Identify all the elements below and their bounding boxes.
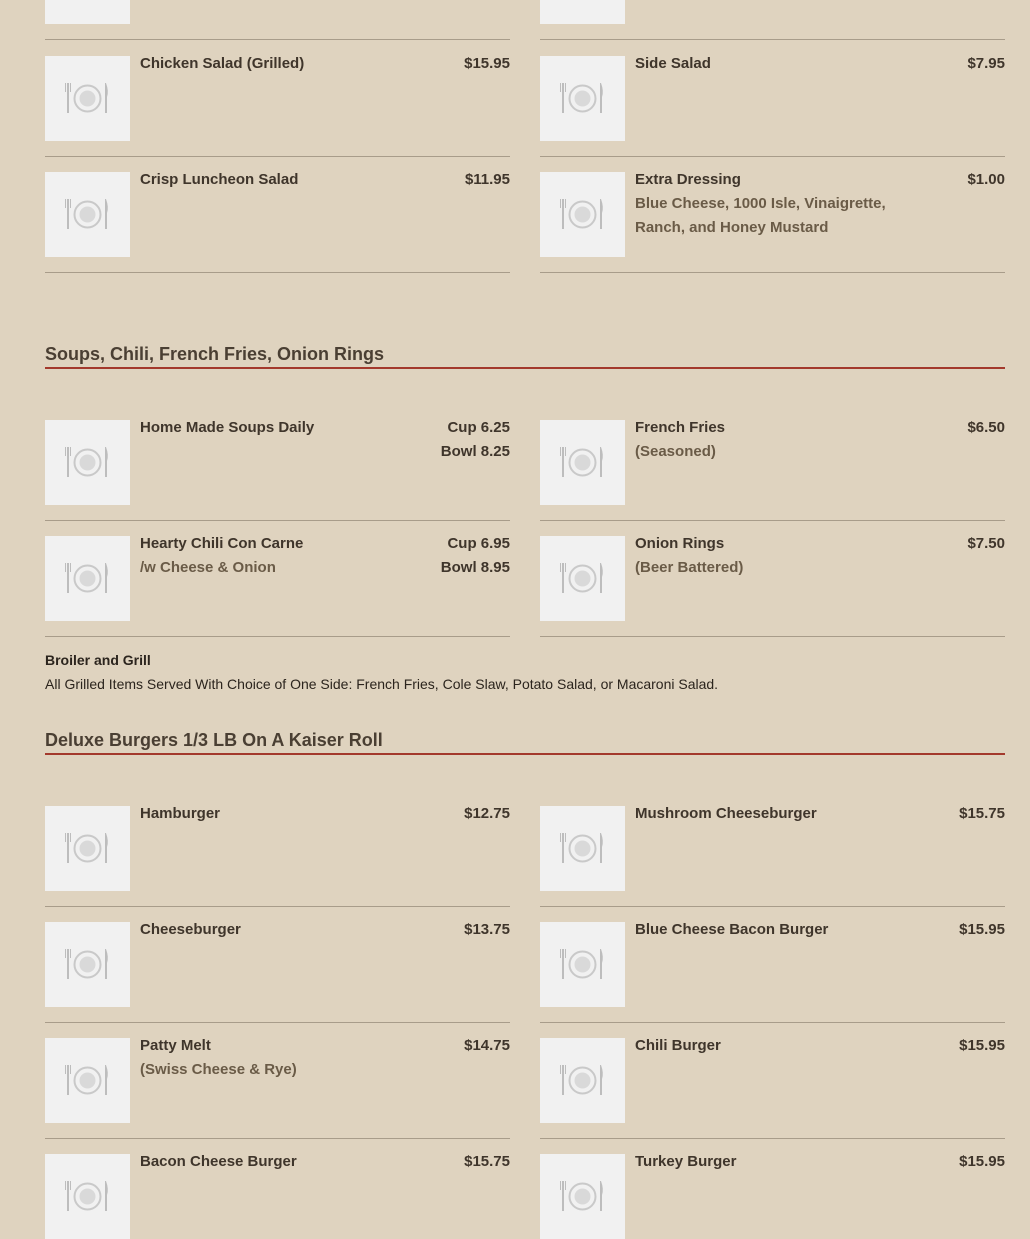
menu-item-partial[interactable] (45, 0, 510, 40)
item-name: Cheeseburger (140, 921, 241, 938)
plate-icon (540, 1038, 625, 1123)
item-description: Blue Cheese, 1000 Isle, Vinaigrette, Ranch, and Honey Mustard (635, 195, 886, 236)
plate-icon (45, 922, 130, 1007)
plate-icon (540, 172, 625, 257)
item-price: Cup 6.25 (447, 419, 510, 436)
item-name: Chili Burger (635, 1037, 721, 1054)
menu-item-bacon-cheese-burger[interactable] (45, 1139, 510, 1182)
section-title-burgers: Deluxe Burgers 1/3 LB On A Kaiser Roll (45, 730, 1005, 755)
plate-icon (45, 1154, 130, 1239)
item-name: Chicken Salad (Grilled) (140, 55, 305, 72)
plate-icon (45, 0, 130, 24)
item-name: Onion Rings (635, 535, 725, 552)
item-price: Cup 6.95 (447, 535, 510, 552)
item-price: $15.75 (959, 805, 1005, 822)
item-name: Side Salad (635, 55, 711, 72)
menu-item-hamburger[interactable] (45, 791, 510, 907)
item-price: $6.50 (967, 419, 1005, 436)
plate-icon (45, 420, 130, 505)
plate-icon (540, 1154, 625, 1239)
plate-icon (540, 806, 625, 891)
item-description: (Beer Battered) (635, 559, 744, 576)
item-name: Blue Cheese Bacon Burger (635, 921, 829, 938)
broiler-note: All Grilled Items Served With Choice of One Side: French Fries, Cole Slaw, Potato Salad, or Macaroni Salad. (45, 676, 719, 692)
plate-icon (45, 172, 130, 257)
menu-item-turkey-burger[interactable] (540, 1139, 1005, 1182)
item-price-secondary: Bowl 8.25 (440, 443, 510, 460)
item-price: $7.95 (967, 55, 1005, 72)
plate-icon (45, 56, 130, 141)
menu-item-chili-burger[interactable] (540, 1023, 1005, 1139)
item-price: $13.75 (464, 921, 510, 938)
item-description: (Swiss Cheese & Rye) (140, 1061, 297, 1078)
item-price: $15.95 (959, 921, 1005, 938)
menu-item-blue-cheese-bacon-burger[interactable] (540, 907, 1005, 1023)
plate-icon (45, 806, 130, 891)
menu-item-patty-melt[interactable] (45, 1023, 510, 1139)
plate-icon (540, 56, 625, 141)
menu-item-mushroom-cheeseburger[interactable] (540, 791, 1005, 907)
menu-item-chicken-salad[interactable] (45, 41, 510, 157)
menu-item-cheeseburger[interactable] (45, 907, 510, 1023)
broiler-title: Broiler and Grill (45, 652, 151, 668)
item-price: $15.95 (464, 55, 510, 72)
item-price: $15.75 (464, 1153, 510, 1170)
plate-icon (540, 922, 625, 1007)
menu-item-onion-rings[interactable] (540, 521, 1005, 637)
menu-item-hearty-chili[interactable] (45, 521, 510, 637)
item-price: $15.95 (959, 1153, 1005, 1170)
item-price: $14.75 (464, 1037, 510, 1054)
item-price: $15.95 (959, 1037, 1005, 1054)
item-name: Hamburger (140, 805, 221, 822)
plate-icon (540, 420, 625, 505)
item-name: Turkey Burger (635, 1153, 737, 1170)
section-title-soups: Soups, Chili, French Fries, Onion Rings (45, 344, 1005, 369)
item-price: $11.95 (464, 171, 510, 188)
item-description: (Seasoned) (635, 443, 716, 460)
item-price: $1.00 (967, 171, 1005, 188)
plate-icon (540, 0, 625, 24)
plate-icon (540, 536, 625, 621)
item-name: Extra Dressing (635, 171, 741, 188)
item-name: Mushroom Cheeseburger (635, 805, 817, 822)
menu-item-crisp-luncheon-salad[interactable] (45, 157, 510, 273)
menu-item-extra-dressing[interactable] (540, 157, 1005, 273)
menu-item-french-fries[interactable] (540, 405, 1005, 521)
item-name: Home Made Soups Daily (140, 419, 315, 436)
plate-icon (45, 536, 130, 621)
menu-item-home-made-soups[interactable] (45, 405, 510, 521)
item-price: $12.75 (464, 805, 510, 822)
item-description: /w Cheese & Onion (140, 559, 276, 576)
item-name: Bacon Cheese Burger (140, 1153, 297, 1170)
item-name: Hearty Chili Con Carne (140, 535, 304, 552)
item-name: Crisp Luncheon Salad (140, 171, 299, 188)
menu-item-side-salad[interactable] (540, 41, 1005, 157)
plate-icon (45, 1038, 130, 1123)
item-price: $7.50 (967, 535, 1005, 552)
menu-item-partial[interactable] (540, 0, 1005, 40)
item-name: Patty Melt (140, 1037, 211, 1054)
item-name: French Fries (635, 419, 726, 436)
item-price-secondary: Bowl 8.95 (440, 559, 510, 576)
